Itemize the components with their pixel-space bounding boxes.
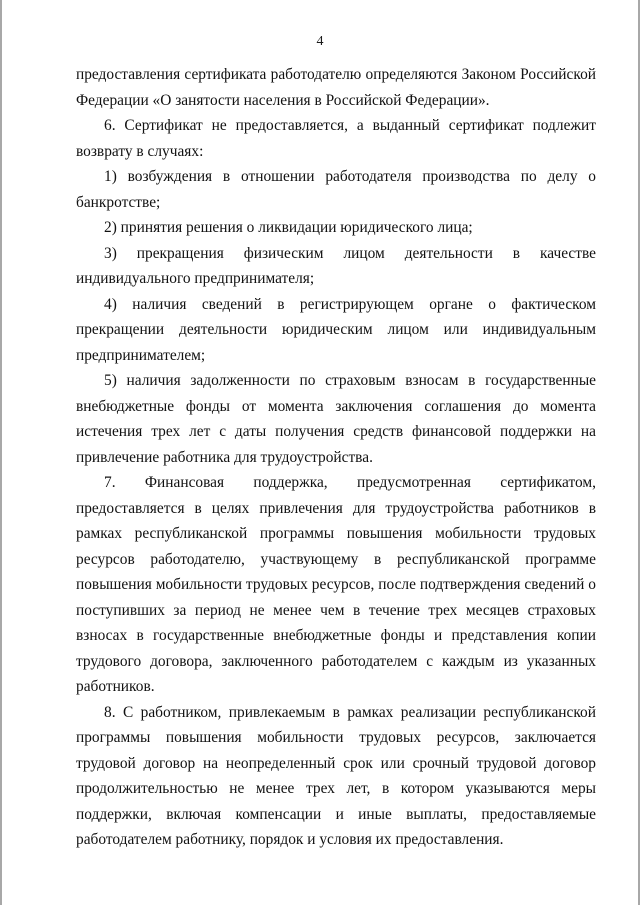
page-number: 4: [316, 34, 324, 49]
paragraph-item-8: 8. С работником, привлекаемым в рамках реализации республиканской программы повышения мобильности трудовых ресурсов, заключается трудовой договор на неопределенный срок или срочный трудовой договор продолжительностью не менее трех лет, в котором указываются меры поддержки, включая компенсации и иные выплаты, предоставляемые работодателем работнику, порядок и условия их предоставления.: [76, 703, 596, 848]
document-body: [76, 62, 596, 853]
paragraph-subitem-2: 2) принятия решения о ликвидации юридического лица;: [104, 219, 473, 236]
paragraph-item-7: 7. Финансовая поддержка, предусмотренная сертификатом, предоставляется в целях привлечения для трудоустройства работников в рамках республиканской программы повышения мобильности трудовых ресурсов работодателю, участвующему в республиканской программе повышения мобильности трудовых ресурсов, после подтверждения сведений о поступивших за период не менее чем в течение трех месяцев страховых взносах в государственные внебюджетные фонды и представления копии трудового договора, заключенного работодателем с каждым из указанных работников.: [76, 474, 596, 695]
paragraph-item-6: 6. Сертификат не предоставляется, а выданный сертификат подлежит возврату в случаях:: [76, 117, 596, 160]
paragraph-subitem-5: 5) наличия задолженности по страховым взносам в государственные внебюджетные фонды от момента заключения соглашения до момента истечения трех лет с даты получения средств финансовой поддержки на привлечение работника для трудоустройства.: [76, 372, 596, 466]
page-left-edge: [0, 0, 2, 905]
paragraph-subitem-4: 4) наличия сведений в регистрирующем органе о фактическом прекращении деятельности юридическим лицом или индивидуальным предпринимателем;: [76, 295, 596, 364]
paragraph-subitem-1: 1) возбуждения в отношении работодателя производства по делу о банкротстве;: [76, 168, 596, 211]
paragraph-subitem-3: 3) прекращения физическим лицом деятельности в качестве индивидуального предпринимателя;: [76, 244, 596, 287]
paragraph-continuation: предоставления сертификата работодателю определяются Законом Российской Федерации «О занятости населения в Российской Федерации».: [76, 66, 596, 109]
